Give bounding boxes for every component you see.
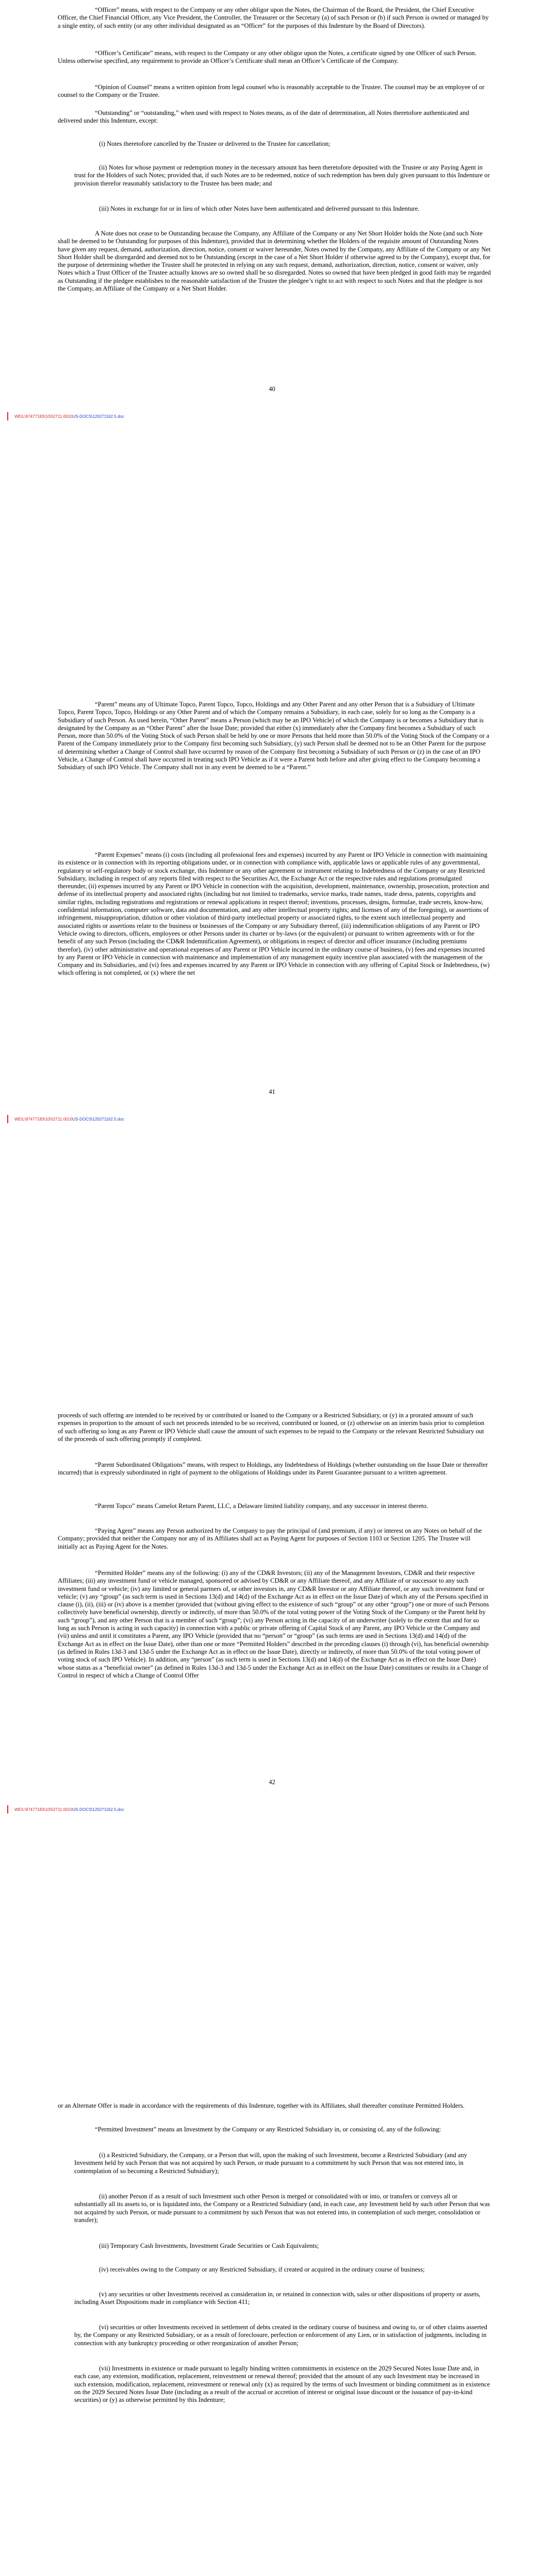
definition-parent-subordinated-obligations: “Parent Subordinated Obligations” means, with respect to Holdings, any Indebtedness of Holdings (whether outstanding on the Issue Date or thereafter incurred) that is expressly subordinated in right of payment to the obligations of Holdings under its Parent Guarantee pursuant to a written agreement. xyxy=(58,1461,488,1477)
definition-permitted-holder: “Permitted Holder” means any of the following: (i) any of the CD&R Investors; (ii) any of the Management Investors, CD&R and their respective Affiliates; (iii) any investment fund or vehicle managed, sponsored or advised by CD&R or any Affiliate thereof, and any Affiliate of or successor to any such investment fund or vehicle; (iv) any limited or general partners of, or other investors in, any CD&R Investor or any Affiliate thereof, or any such investment fund or vehicle; (v) any “group” (as such term is used in Sections 13(d) and 14(d) of the Exchange Act as in effect on the Issue Date) of which any of the Persons specified in clause (i), (ii), (iii) or (iv) above is a member (provided that (without giving effect to the existence of such “group” or any other “group”) one or more of such Persons collectively have beneficial ownership, directly or indirectly, of more than 50.0% of the total voting power of the Voting Stock of the Company or the Parent held by such “group”), and any other Person that is a member of such “group”; (vi) any Person acting in the capacity of an underwriter (solely to the extent that and for so long as such Person is acting in such capacity) in connection with a public or private offering of Capital Stock of any Parent, any IPO Vehicle or the Company and (vii) unless and until it constitutes a Parent, any IPO Vehicle (provided that no “person” or “group” (as such terms are used in Sections 13(d) and 14(d) of the Exchange Act as in effect on the Issue Date), other than one or more “Permitted Holders” described in the preceding clauses (i) through (vi), has beneficial ownership (as defined in Rules 13d-3 and 13d-5 under the Exchange Act as in effect on the Issue Date), directly or indirectly, of more than 50.0% of the total voting power of voting stock of such IPO Vehicle). In addition, any “person” (as such term is used in Sections 13(d) and 14(d) of the Exchange Act as in effect on the Issue Date) whose status as a “beneficial owner” (as defined in Rules 13d-3 and 13d-5 under the Exchange Act as in effect on the Issue Date) constitutes or results in a Change of Control in respect of which a Change of Control Offer xyxy=(58,1569,489,1679)
document-footer: WEIL\97477183\10\52711.0010US-DOCS\120271162.5.doc xyxy=(14,414,124,419)
page-number: 42 xyxy=(269,1778,275,1786)
permitted-investment-clause-ii: (ii) another Person if as a result of such Investment such other Person is merged or consolidated with or into, or transfers or conveys all or substantially all its assets to, or is liquidated into, the Company or a Restricted Subsidiary (and, in each case, any Investment held by such other Person that was not acquired by such Person, or made pursuant to a commitment by such Person that was not entered into, in contemplation of such merger, consolidation or transfer); xyxy=(74,2193,490,2224)
permitted-investment-clause-vii: (vii) Investments in existence or made pursuant to legally binding written commitments in existence on the 2029 Secured Notes Issue Date and, in each case, any extension, modification, replacement, reinvestment or renewal thereof; provided that the amount of any such Investment may be increased in such extension, modification, replacement, reinvestment or renewal only (x) as required by the terms of such Investment or binding commitment as in existence on the 2029 Secured Notes Issue Date (including as a result of the accrual or accretion of interest or original issue discount or the issuance of pay-in-kind securities) or (y) as otherwise permitted by this Indenture; xyxy=(74,2365,490,2404)
outstanding-note-paragraph: A Note does not cease to be Outstanding because the Company, any Affiliate of the Company or any Net Short Holder holds the Note (and such Note shall be deemed to be Outstanding for purposes of this Indenture), provided that in determining whether the Holders of the requisite amount of Outstanding Notes have given any request, demand, authorization, direction, notice, consent or waiver hereunder, Notes owned by the Company, any Affiliate of the Company or any Net Short Holder shall be disregarded and deemed not to be Outstanding (except in the case of a Net Short Holder if otherwise agreed to by the Company), except that, for the purpose of determining whether the Trustee shall be protected in relying on any such request, demand, authorization, direction, notice, consent or waiver, only Notes which a Trust Officer of the Trustee actually knows are so owned shall be so disregarded. Notes so owned that have been pledged in good faith may be regarded as Outstanding if the pledgee establishes to the reasonable satisfaction of the Trustee the pledgee’s right to act with respect to such Notes and that the pledgee is not the Company, an Affiliate of the Company or a Net Short Holder. xyxy=(58,230,491,293)
page-number: 41 xyxy=(269,1088,275,1095)
definition-opinion-of-counsel: “Opinion of Counsel” means a written opinion from legal counsel who is reasonably acceptable to the Trustee. The counsel may be an employee of or counsel to the Company or the Trustee. xyxy=(58,83,485,99)
outstanding-clause-iii: (iii) Notes in exchange for or in lieu of which other Notes have been authenticated and delivered pursuant to this Indenture. xyxy=(99,205,420,212)
change-bar xyxy=(7,1115,8,1123)
outstanding-clause-i: (i) Notes theretofore cancelled by the Trustee or delivered to the Trustee for cancellation; xyxy=(99,140,331,147)
permitted-investment-clause-iii: (iii) Temporary Cash Investments, Investment Grade Securities or Cash Equivalents; xyxy=(99,2242,319,2249)
change-bar xyxy=(7,412,8,420)
definition-permitted-investment: “Permitted Investment” means an Investment by the Company or any Restricted Subsidiary in, or consisting of, any of the following: xyxy=(95,2126,441,2133)
outstanding-clause-ii: (ii) Notes for whose payment or redemption money in the necessary amount has been theretofore deposited with the Trustee or any Paying Agent in trust for the Holders of such Notes; provided that, if such Notes are to be redeemed, notice of such redemption has been duly given pursuant to this Indenture or provision therefor reasonably satisfactory to the Trustee has been made; and xyxy=(74,164,490,187)
definition-outstanding: “Outstanding” or “outstanding,” when used with respect to Notes means, as of the date of determination, all Notes theretofore authenticated and delivered under this Indenture, except: xyxy=(58,109,469,125)
permitted-investment-clause-vi: (vi) securities or other Investments received in settlement of debts created in the ordinary course of business and owing to, or of other claims asserted by, the Company or any Restricted Subsidiary, or as a result of foreclosure, perfection or enforcement of any Lien, or in satisfaction of judgments, including in connection with any bankruptcy proceeding or other reorganization of another Person; xyxy=(74,2324,487,2347)
page-number: 40 xyxy=(269,385,275,393)
definition-officers-certificate: “Officer’s Certificate” means, with respect to the Company or any other obligor upon the Notes, a certificate signed by one Officer of such Person. Unless otherwise specified, any requirement to provide an Officer’s Certificate shall mean an Officer’s Certificate of the Company. xyxy=(58,49,476,65)
definition-paying-agent: “Paying Agent” means any Person authorized by the Company to pay the principal of (and premium, if any) or interest on any Notes on behalf of the Company; provided that neither the Company nor any of its Affiliates shall act as Paying Agent for purposes of Section 1103 or Section 1205. The Trustee will initially act as Paying Agent for the Notes. xyxy=(58,1527,482,1550)
definition-parent: “Parent” means any of Ultimate Topco, Parent Topco, Topco, Holdings and any Other Parent and any other Person that is a Subsidiary of Ultimate Topco, Parent Topco, Topco, Holdings or any Other Parent and of which the Company remains a Subsidiary, in each case, solely for so long as the Company is a Subsidiary of such Person. As used herein, “Other Parent” means a Person (which may be an IPO Vehicle) of which the Company is or becomes a Subsidiary that is designated by the Company as an “Other Parent” after the Issue Date; provided that either (x) immediately after the Company first becomes a Subsidiary of such Person, more than 50.0% of the Voting Stock of such Person shall be held by one or more Persons that held more than 50.0% of the Voting Stock of the Company or a Parent of the Company immediately prior to the Company first becoming such Subsidiary, (y) such Person shall be deemed not to be an Other Parent for the purpose of determining whether a Change of Control shall have occurred by reason of the Company first becoming a Subsidiary of such Person or (z) in the case of an IPO Vehicle, a Change of Control shall have occurred in treating such IPO Vehicle as if it were a Parent both before and after giving effect to the Company becoming a Subsidiary of such IPO Vehicle. The Company shall not in any event be deemed to be a “Parent.” xyxy=(58,701,489,771)
permitted-investment-clause-v: (v) any securities or other Investments received as consideration in, or retained in connection with, sales or other dispositions of property or assets, including Asset Dispositions made in compliance with Section 411; xyxy=(74,2291,481,2306)
permitted-investment-clause-iv: (iv) receivables owing to the Company or any Restricted Subsidiary, if created or acquired in the ordinary course of business; xyxy=(99,2266,425,2273)
change-bar xyxy=(7,1805,8,1814)
permitted-holder-continued: or an Alternate Offer is made in accordance with the requirements of this Indenture, together with its Affiliates, shall thereafter constitute Permitted Holders. xyxy=(58,2102,465,2109)
document-footer: WEIL\97477183\10\52711.0010US-DOCS\120271162.5.doc xyxy=(14,1807,124,1812)
document-footer: WEIL\97477183\10\52711.0010US-DOCS\120271162.5.doc xyxy=(14,1117,124,1122)
parent-expenses-continued: proceeds of such offering are intended to be received by or contributed or loaned to the Company or a Restricted Subsidiary, or (y) in a prorated amount of such expenses in proportion to the amount of such net proceeds intended to be so received, contributed or loaned, or (z) otherwise on an interim basis prior to completion of such offering so long as any Parent or IPO Vehicle shall cause the amount of such expenses to be repaid to the Company or the relevant Restricted Subsidiary out of the proceeds of such offering promptly if completed. xyxy=(58,1412,485,1443)
permitted-investment-clause-i: (i) a Restricted Subsidiary, the Company, or a Person that will, upon the making of such Investment, become a Restricted Subsidiary (and any Investment held by such Person that was not acquired by such Person, or made pursuant to a commitment by such Person that was not entered into, in contemplation of so becoming a Restricted Subsidiary); xyxy=(74,2151,467,2175)
definition-officer: “Officer” means, with respect to the Company or any other obligor upon the Notes, the Chairman of the Board, the President, the Chief Executive Officer, the Chief Financial Officer, any Vice President, the Controller, the Treasurer or the Secretary (a) of such Person or (b) if such Person is owned or managed by a single entity, of such entity (or any other individual designated as an “Officer” for the purposes of this Indenture by the Board of Directors). xyxy=(58,6,489,29)
definition-parent-expenses: “Parent Expenses” means (i) costs (including all professional fees and expenses) incurred by any Parent or IPO Vehicle in connection with maintaining its existence or in connection with its reporting obligations under, or in connection with compliance with, applicable laws or applicable rules of any governmental, regulatory or self-regulatory body or stock exchange, this Indenture or any other agreement or instrument relating to Indebtedness of the Company or any Restricted Subsidiary, including in respect of any reports filed with respect to the Securities Act, the Exchange Act or the respective rules and regulations promulgated thereunder, (ii) expenses incurred by any Parent or IPO Vehicle in connection with the acquisition, development, maintenance, ownership, prosecution, protection and defense of its intellectual property and associated rights (including but not limited to trademarks, service marks, trade names, trade dress, patents, copyrights and similar rights, including registrations and registrations or renewal applications in respect thereof; inventions, processes, designs, formulae, trade secrets, know-how, confidential information, computer software, data and documentation, and any other intellectual property rights; and licenses of any of the foregoing), or assertions of infringement, misappropriation, dilution or other violation of third-party intellectual property or associated rights, to the extent such intellectual property and associated rights or assertions relate to the business or businesses of the Company or any Subsidiary thereof, (iii) indemnification obligations of any Parent or IPO Vehicle owing to directors, officers, employees or other Persons under its charter or by-laws (or the equivalent) or pursuant to written agreements with or for the benefit of any such Person (including the CD&R Indemnification Agreement), or obligations in respect of director and officer insurance (including premiums therefor), (iv) other administrative and operational expenses of any Parent or IPO Vehicle incurred in the ordinary course of business, (v) fees and expenses incurred by any Parent or IPO Vehicle in connection with maintenance and implementation of any management equity incentive plan associated with the management of the Company and its Subsidiaries, and (vi) fees and expenses incurred by any Parent or IPO Vehicle in connection with any offering of Capital Stock or Indebtedness, (w) which offering is not completed, or (x) where the net xyxy=(58,851,490,977)
definition-parent-topco: “Parent Topco” means Camelot Return Parent, LLC, a Delaware limited liability company, and any successor in interest thereto. xyxy=(95,1502,428,1510)
